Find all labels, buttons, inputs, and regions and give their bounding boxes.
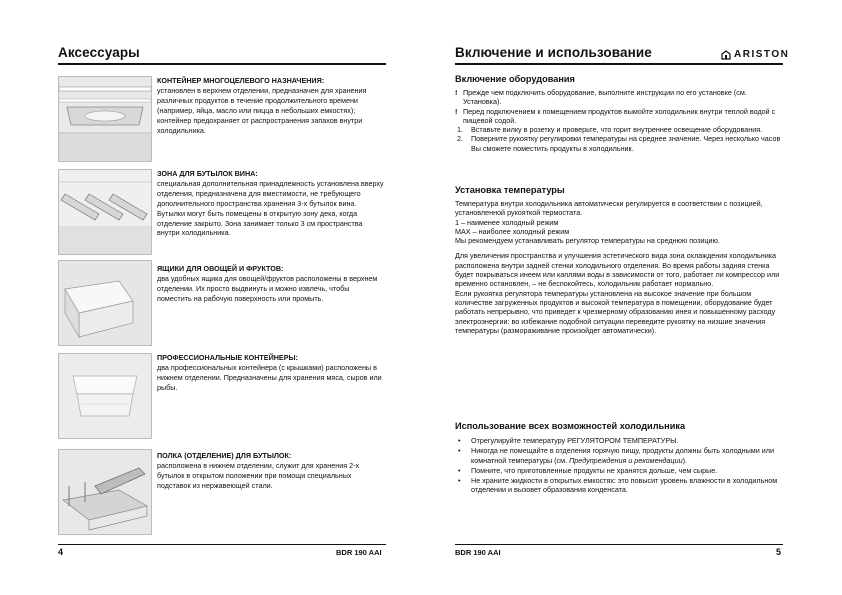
bullet-item: • Никогда не помещайте в отделения горячую пищу, продукты должны быть холодными или комнатной температуры (см. Предупреждения и рекомендации). bbox=[458, 446, 774, 465]
bottle-shelf-image bbox=[58, 449, 152, 535]
paragraph: Если рукоятка регулятора температуры установлена на высокое значение при большом количестве загруженных продуктов и высокой температура в помещении, оборудование будет работать непрерывно, что приведет к чрезмерному образованию инея и повышенному расходу электроэнергии: во избежание подобной ситуации переведите рукоятку на низшие значения температуры (размораживание произойдет автоматически). bbox=[455, 288, 776, 335]
left-page-title: Аксессуары bbox=[58, 45, 140, 60]
right-page-title: Включение и использование bbox=[455, 45, 652, 60]
ariston-logo bbox=[721, 49, 789, 60]
multipurpose-container-text bbox=[157, 76, 385, 135]
step-item: 1. Вставьте вилку в розетку и проверьте, что горит внутреннее освещение оборудования. bbox=[457, 125, 763, 135]
note-item: ! Прежде чем подключить оборудование, выполните инструкции по его установке (см. Установка). bbox=[455, 88, 747, 107]
ariston-house-icon bbox=[721, 50, 731, 60]
accessory-heading: ПОЛКА (ОТДЕЛЕНИЕ) ДЛЯ БУТЫЛОК: bbox=[157, 451, 292, 460]
accessory-body: установлен в верхнем отделении, предназначен для хранения различных продуктов в течение продолжительного времени (например, яйца, масло или пицца в небольших емкостях); контейнер предохраняет от распространения запахов внутри холодильника. bbox=[157, 85, 367, 135]
paragraph: Мы рекомендуем устанавливать регулятор температуры на среднюю позицию. bbox=[455, 236, 720, 246]
bullet-item: • Отрегулируйте температуру РЕГУЛЯТОРОМ ТЕМПЕРАТУРЫ. bbox=[458, 436, 679, 445]
step-item: 2. Поверните рукоятку регулировки температуры на среднее значение. Через несколько часов Вы сможете поместить продукты в холодильник. bbox=[457, 134, 781, 153]
paragraph: Для увеличения пространства и улучшения эстетического вида зона охлаждения холодильника расположена внутри задней стенки холодильного отделения. Во время работы задняя стенка будет покрываться инеем или каплями воды в зависимости от того, работает ли компрессор или временно остановлен, – не беспокойтесь, холодильник работает нормально. bbox=[455, 251, 780, 289]
paragraph: MAX – наиболее холодный режим bbox=[455, 226, 570, 236]
paragraph: Температура внутри холодильника автоматически регулируется в соответствии с позицией, установленной рукояткой термостата. bbox=[455, 199, 763, 218]
bullet-item: • Не храните жидкости в открытых емкостях: это повысит уровень влажности в холодильном отделении и вызовет образования конденсата. bbox=[458, 476, 778, 495]
usage-section bbox=[455, 436, 785, 496]
accessory-heading: ПРОФЕССИОНАЛЬНЫЕ КОНТЕЙНЕРЫ: bbox=[157, 353, 298, 362]
brand-name: ARISTON bbox=[734, 49, 790, 60]
section-heading-power-on: Включение оборудования bbox=[455, 74, 575, 84]
wine-zone-image bbox=[58, 169, 152, 255]
bullet-item: • Помните, что приготовленные продукты не хранятся дольше, чем сырые. bbox=[458, 465, 718, 475]
right-page-number: 5 bbox=[776, 547, 782, 557]
left-model-label: BDR 190 AAI bbox=[336, 548, 382, 557]
paragraph: 1 – наименее холодный режим bbox=[455, 217, 559, 227]
left-footer-rule bbox=[58, 544, 386, 545]
right-model-label: BDR 190 AAI bbox=[455, 548, 501, 557]
cross-reference-link: Предупреждения и рекомендации bbox=[569, 455, 683, 465]
note-item: ! Перед подключением к помещением продуктов вымойте холодильник внутри теплой водой с пищевой содой. bbox=[455, 106, 776, 125]
vegetable-drawers-text bbox=[157, 264, 385, 304]
professional-containers-image bbox=[58, 353, 152, 439]
accessory-body: два профессиональных контейнера (с крышками) расположены в нижнем отделении. Предназначены для хранения мяса, сыров или рыбы. bbox=[157, 362, 382, 392]
right-footer-rule bbox=[455, 544, 783, 545]
section-heading-usage: Использование всех возможностей холодильника bbox=[455, 421, 686, 431]
temperature-section bbox=[455, 199, 785, 335]
professional-containers-text bbox=[157, 353, 385, 393]
wine-zone-text bbox=[157, 169, 385, 238]
left-page-number: 4 bbox=[58, 547, 64, 557]
right-header-rule bbox=[455, 63, 783, 65]
accessory-heading: КОНТЕЙНЕР МНОГОЦЕЛЕВОГО НАЗНАЧЕНИЯ: bbox=[157, 76, 325, 85]
left-header-rule bbox=[58, 63, 386, 65]
section-heading-temperature: Установка температуры bbox=[455, 185, 565, 195]
bottle-shelf-text bbox=[157, 451, 385, 491]
vegetable-drawers-image bbox=[58, 260, 152, 346]
accessory-heading: ЯЩИКИ ДЛЯ ОВОЩЕЙ И ФРУКТОВ: bbox=[157, 264, 284, 273]
accessory-body: расположена в нижнем отделении, служит для хранения 2-х бутылок в открытом положении при помощи специальных подставок из нержавеющей стали. bbox=[157, 460, 360, 490]
accessory-body: два удобных ящика для овощей/фруктов расположены в верхнем отделении. Их просто выдвинуть и можно извлечь, чтобы поместить на рабочую поверхность или промыть. bbox=[157, 273, 378, 303]
power-on-section bbox=[455, 88, 785, 153]
accessory-body: специальная дополнительная принадлежность установлена вверху отделения, предназначена для вместимости, не требующего дополнительного пространства хранения 3-х бутылок вина. Бутылки могут быть помещены в открытую зону дека, когда отделение закрыто. Зона занимает только 3 см пространства внутри холодильника. bbox=[157, 178, 384, 238]
multipurpose-container-image bbox=[58, 76, 152, 162]
accessory-heading: ЗОНА ДЛЯ БУТЫЛОК ВИНА: bbox=[157, 169, 258, 178]
